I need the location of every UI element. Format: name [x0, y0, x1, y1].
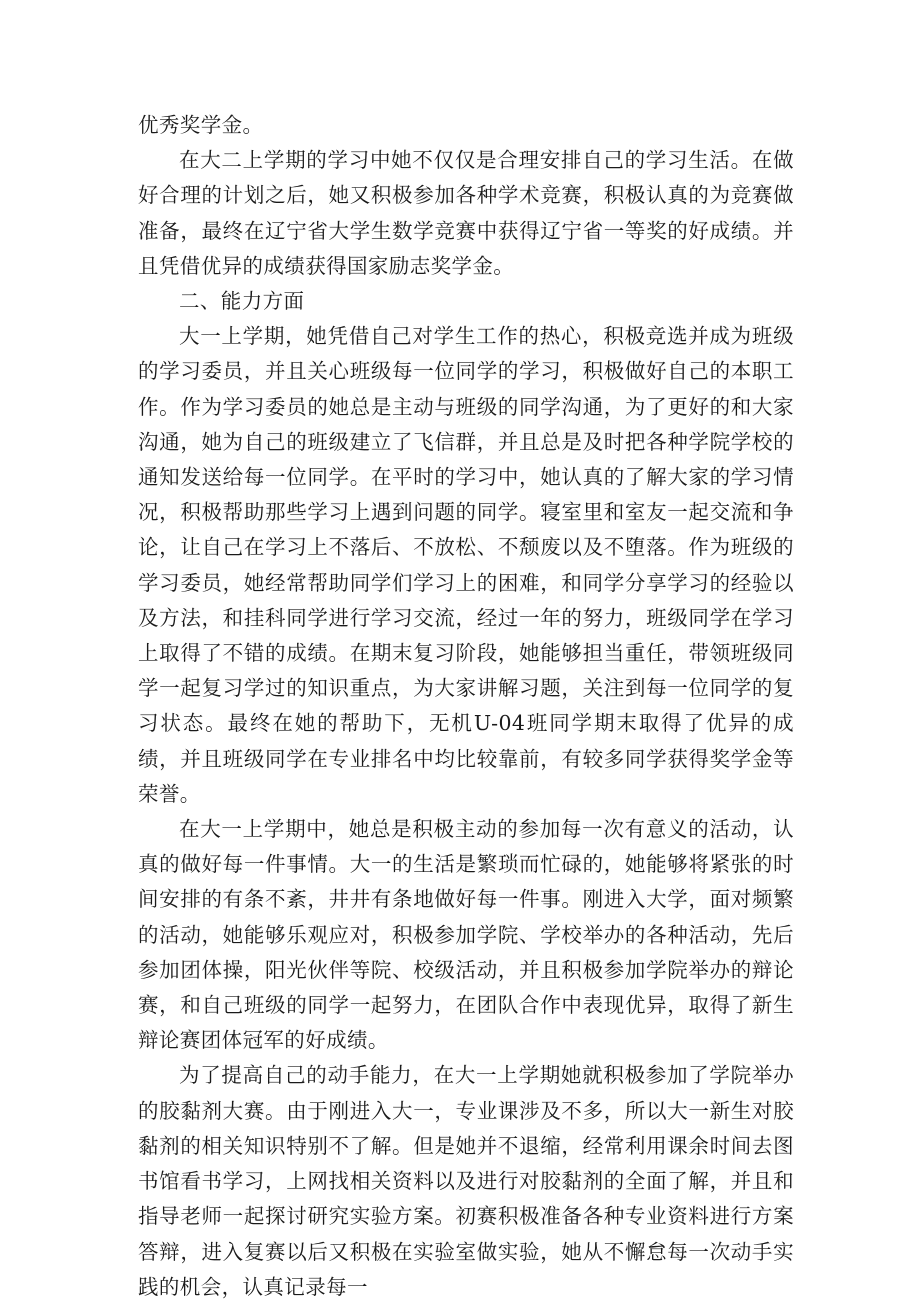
paragraph-study-committee: 大一上学期，她凭借自己对学生工作的热心，积极竞选并成为班级的学习委员，并且关心班级每一位同学的学习，积极做好自己的本职工作。作为学习委员的她总是主动与班级的同学沟通，为了更好的和大家沟通，她为自己的班级建立了飞信群，并且总是及时把各种学院学校的通知发送给每一位同学。在平时的学习中，她认真的了解大家的学习情况，积极帮助那些学习上遇到问题的同学。寝室里和室友一起交流和争论，让自己在学习上不落后、不放松、不颓废以及不堕落。作为班级的学习委员，她经常帮助同学们学习上的困难，和同学分享学习的经验以及方法，和挂科同学进行学习交流，经过一年的努力，班级同学在学习上取得了不错的成绩。在期末复习阶段，她能够担当重任，带领班级同学一起复习学过的知识重点，为大家讲解习题，关注到每一位同学的复习状态。最终在她的帮助下，无机U-04班同学期末取得了优异的成绩，并且班级同学在专业排名中均比较靠前，有较多同学获得奖学金等荣誉。: [138, 324, 794, 806]
paragraph-activities: 在大一上学期中，她总是积极主动的参加每一次有意义的活动，认真的做好每一件事情。大一的生活是繁琐而忙碌的，她能够将紧张的时间安排的有条不紊，井井有条地做好每一件事。刚进入大学，面对频繁的活动，她能够乐观应对，积极参加学院、学校举办的各种活动，先后参加团体操，阳光伙伴等院、校级活动，并且积极参加学院举办的辩论赛，和自己班级的同学一起努力，在团队合作中表现优异，取得了新生辩论赛团体冠军的好成绩。: [138, 817, 794, 1053]
section-heading-ability: 二、能力方面: [179, 289, 305, 314]
document-body: [138, 108, 794, 1305]
paragraph-continuation: 优秀奖学金。: [138, 113, 264, 137]
paragraph-sophomore-study: 在大二上学期的学习中她不仅仅是合理安排自己的学习生活。在做好合理的计划之后，她又积极参加各种学术竞赛，积极认真的为竞赛做准备，最终在辽宁省大学生数学竞赛中获得辽宁省一等奖的好成绩。并且凭借优异的成绩获得国家励志奖学金。: [138, 148, 794, 278]
paragraph-adhesive-contest: 为了提高自己的动手能力，在大一上学期她就积极参加了学院举办的胶黏剂大赛。由于刚进入大一，专业课涉及不多，所以大一新生对胶黏剂的相关知识特别不了解。但是她并不退缩，经常利用课余时间去图书馆看书学习，上网找相关资料以及进行对胶黏剂的全面了解，并且和指导老师一起探讨研究实验方案。初赛积极准备各种专业资料进行方案答辩，进入复赛以后又积极在实验室做实验，她从不懈怠每一次动手实践的机会，认真记录每一: [138, 1063, 794, 1299]
